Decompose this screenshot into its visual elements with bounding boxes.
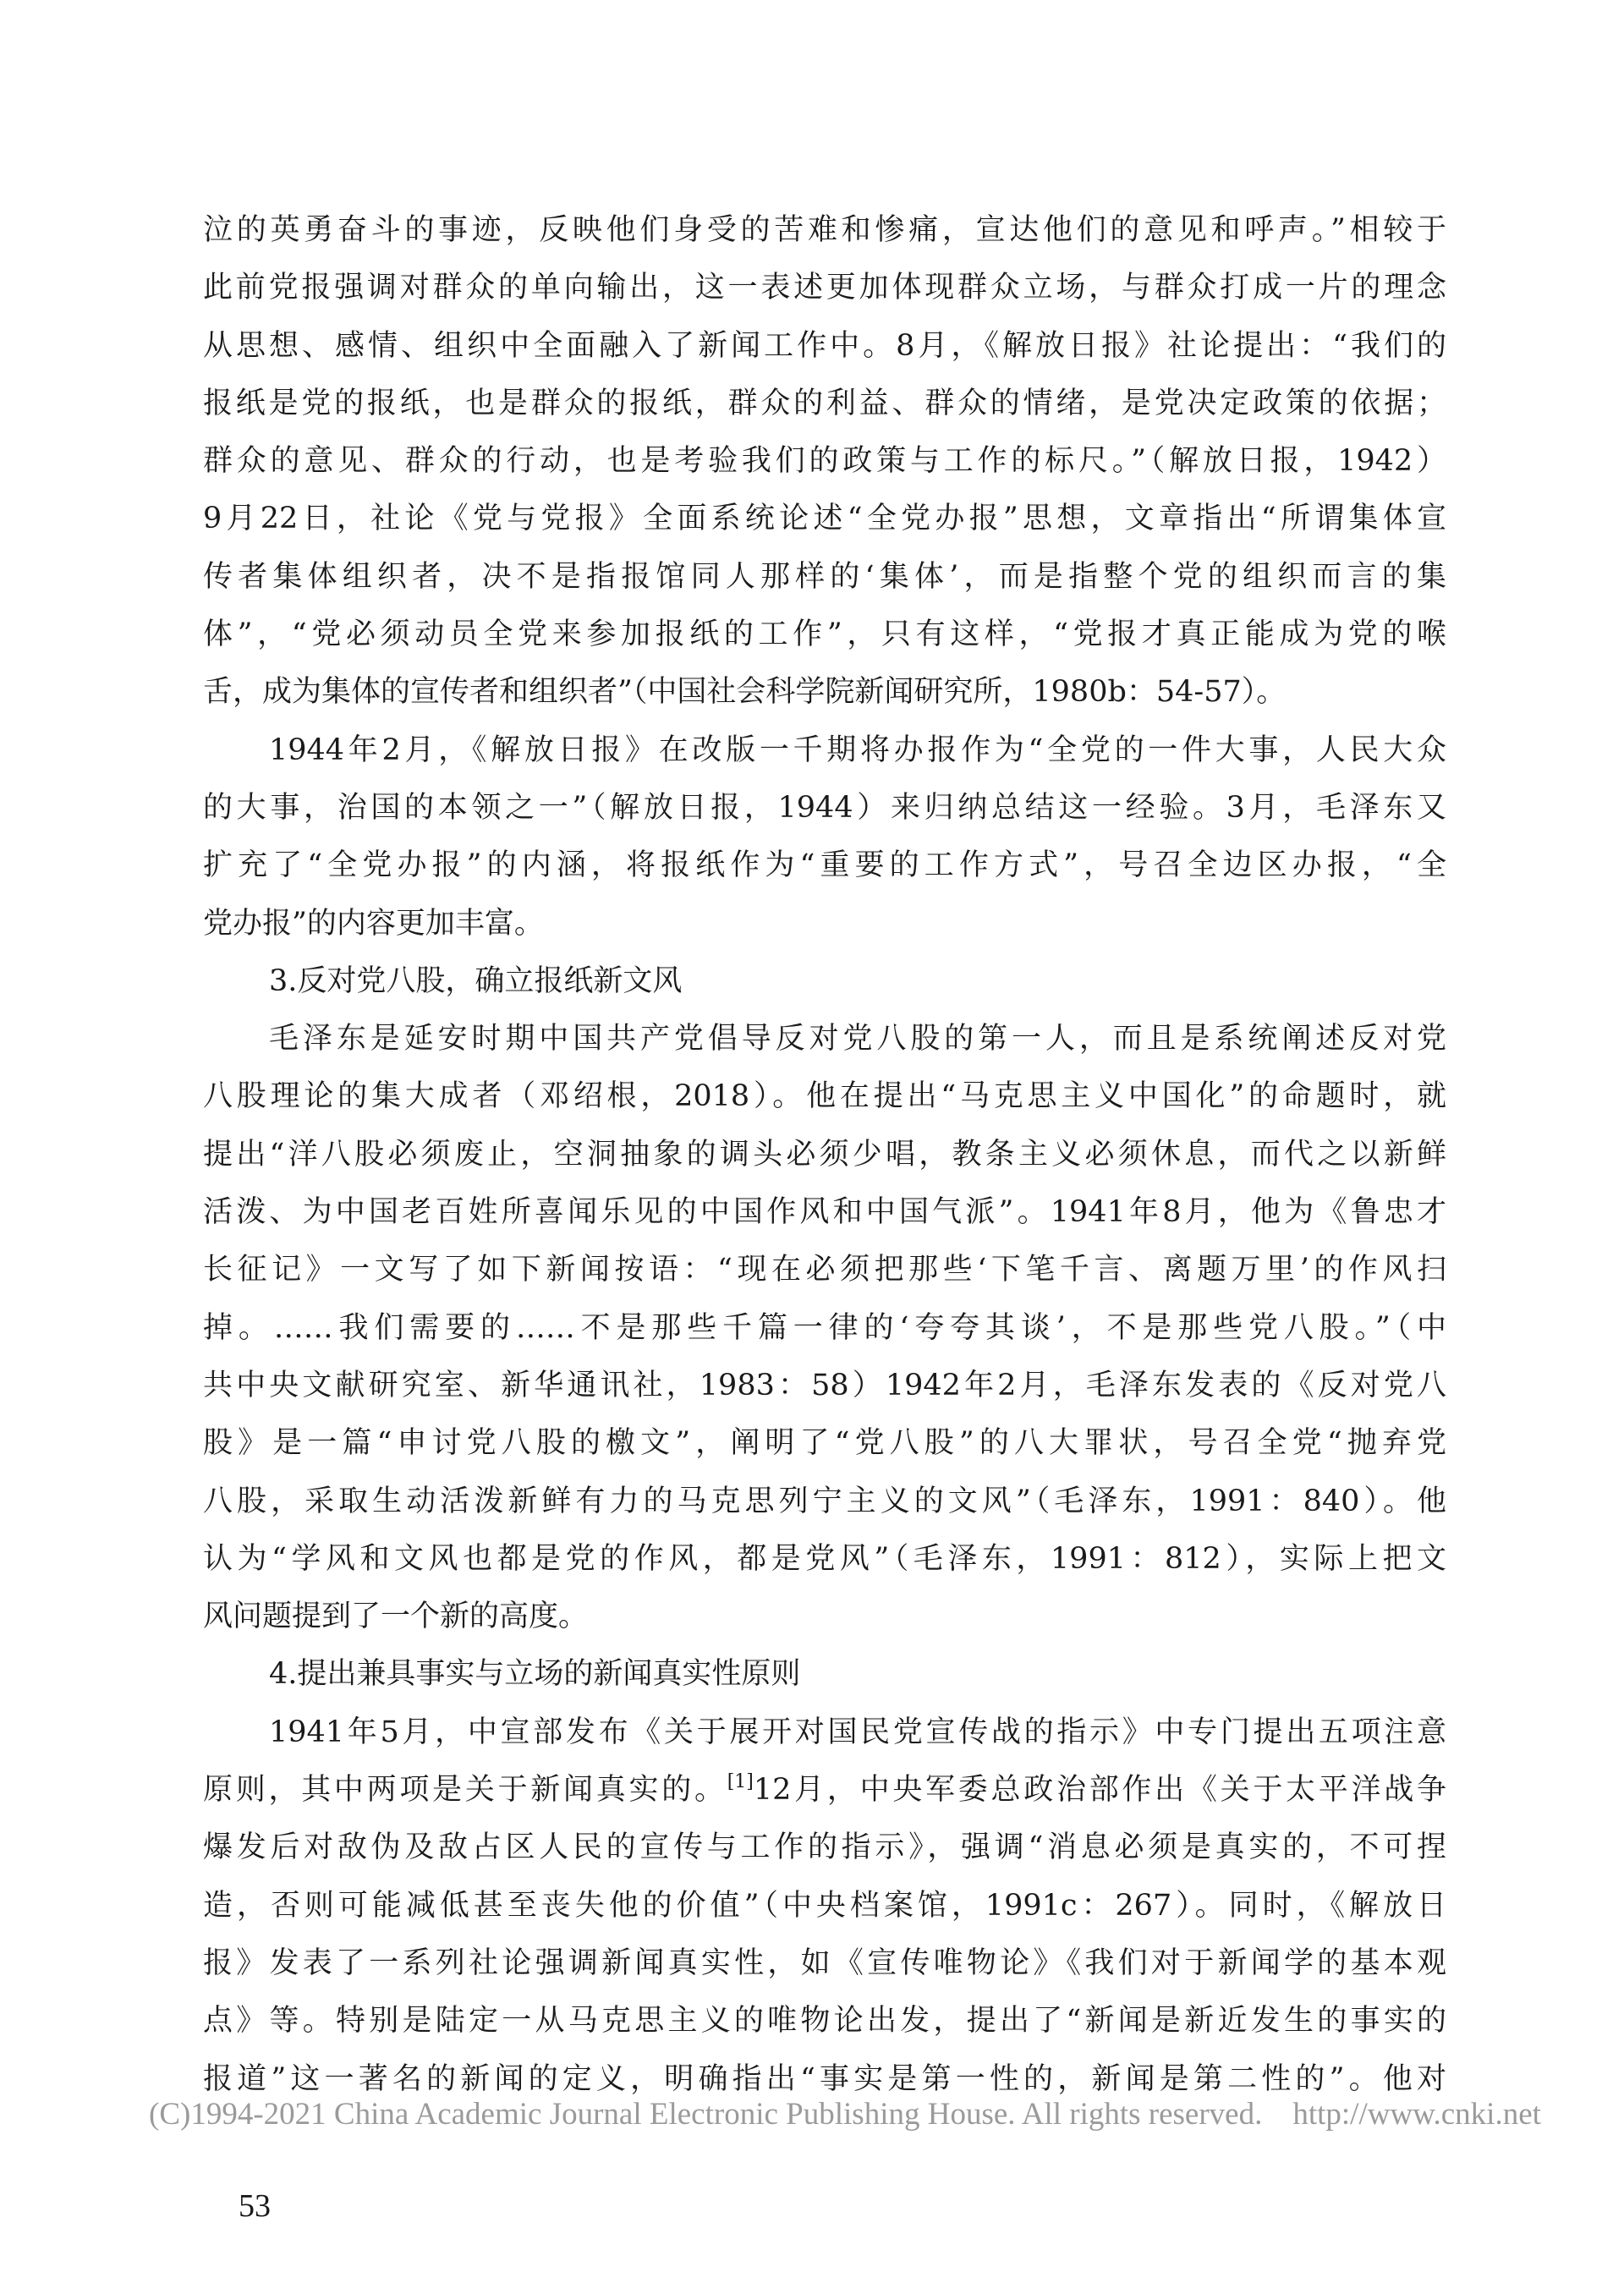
- text-line: 爆发后对敌伪及敌占区人民的宣传与工作的指示》，强调“消息必须是真实的，不可捏: [203, 1830, 1446, 1865]
- text-line: 掉。……我们需要的……不是那些千篇一律的‘夸夸其谈’，不是那些党八股。”（中: [203, 1310, 1446, 1345]
- text-segment: 12月，中央军委总政治部作出《关于太平洋战争: [753, 1773, 1446, 1808]
- text-line: 9月22日，社论《党与党报》全面系统论述“全党办报”思想，文章指出“所谓集体宣: [203, 502, 1446, 536]
- text-line: 扩充了“全党办报”的内涵，将报纸作为“重要的工作方式”，号召全边区办报，“全: [203, 848, 1446, 883]
- text-line: 活泼、为中国老百姓所喜闻乐见的中国作风和中国气派”。1941年8月，他为《鲁忠才: [203, 1195, 1446, 1230]
- article-body: [203, 201, 1446, 2108]
- footer-url[interactable]: http://www.cnki.net: [1292, 2097, 1541, 2132]
- text-line: [203, 1761, 1446, 1819]
- footnote-ref[interactable]: [1]: [727, 1771, 754, 1793]
- text-line: 毛泽东是延安时期中国共产党倡导反对党八股的第一人，而且是系统阐述反对党: [269, 1022, 1446, 1056]
- text-line: 泣的英勇奋斗的事迹，反映他们身受的苦难和惨痛，宣达他们的意见和呼声。”相较于: [203, 213, 1446, 247]
- text-line: 八股，采取生动活泼新鲜有力的马克思列宁主义的文风”（毛泽东，1991：840）。他: [203, 1484, 1446, 1518]
- text-line: 八股理论的集大成者（邓绍根，2018）。他在提出“马克思主义中国化”的命题时，就: [203, 1079, 1446, 1114]
- text-line: 从思想、感情、组织中全面融入了新闻工作中。8月，《解放日报》社论提出：“我们的: [203, 328, 1446, 363]
- text-line: 此前党报强调对群众的单向输出，这一表述更加体现群众立场，与群众打成一片的理念: [203, 271, 1446, 305]
- section-heading: 4.提出兼具事实与立场的新闻真实性原则: [269, 1657, 801, 1692]
- text-line: 共中央文献研究室、新华通讯社，1983：58）1942年2月，毛泽东发表的《反对党八: [203, 1368, 1446, 1402]
- copyright-footer: [149, 2096, 1624, 2132]
- text-line: 报道”这一著名的新闻的定义，明确指出“事实是第一性的，新闻是第二性的”。他对: [203, 2061, 1446, 2096]
- copyright-text: (C)1994-2021 China Academic Journal Electronic Publishing House. All rights reserved.: [149, 2097, 1263, 2132]
- text-segment: 原则，其中两项是关于新闻真实的。: [203, 1773, 727, 1808]
- text-line: 点》等。特别是陆定一从马克思主义的唯物论出发，提出了“新闻是新近发生的事实的: [203, 2004, 1446, 2039]
- text-line: 体”，“党必须动员全党来参加报纸的工作”，只有这样，“党报才真正能成为党的喉: [203, 617, 1446, 652]
- text-line: 报》发表了一系列社论强调新闻真实性，如《宣传唯物论》《我们对于新闻学的基本观: [203, 1945, 1446, 1980]
- text-line: 传者集体组织者，决不是指报馆同人那样的‘集体’，而是指整个党的组织而言的集: [203, 559, 1446, 594]
- text-line: 群众的意见、群众的行动，也是考验我们的政策与工作的标尺。”（解放日报，1942）: [203, 444, 1446, 479]
- text-line: 认为“学风和文风也都是党的作风，都是党风”（毛泽东，1991：812），实际上把文: [203, 1541, 1446, 1576]
- text-line: 报纸是党的报纸，也是群众的报纸，群众的利益、群众的情绪，是党决定政策的依据；: [203, 386, 1446, 420]
- text-line: 造，否则可能减低甚至丧失他的价值”（中央档案馆，1991c：267）。同时，《解放日: [203, 1888, 1446, 1923]
- page-number: 53: [239, 2188, 271, 2224]
- text-line: 党办报”的内容更加丰富。: [203, 906, 544, 941]
- section-heading: 3.反对党八股，确立报纸新文风: [269, 963, 683, 998]
- text-line: 1944年2月，《解放日报》在改版一千期将办报作为“全党的一件大事，人民大众: [269, 733, 1446, 767]
- text-line: 股》是一篇“申讨党八股的檄文”，阐明了“党八股”的八大罪状，号召全党“抛弃党: [203, 1426, 1446, 1461]
- text-line: 的大事，治国的本领之一”（解放日报，1944）来归纳总结这一经验。3月，毛泽东又: [203, 790, 1446, 825]
- text-line: 提出“洋八股必须废止，空洞抽象的调头必须少唱，教条主义必须休息，而代之以新鲜: [203, 1137, 1446, 1172]
- text-line: 长征记》一文写了如下新闻按语：“现在必须把那些‘下笔千言、离题万里’的作风扫: [203, 1253, 1446, 1287]
- text-line: 1941年5月，中宣部发布《关于展开对国民党宣传战的指示》中专门提出五项注意: [269, 1715, 1446, 1749]
- text-line: 舌，成为集体的宣传者和组织者”（中国社会科学院新闻研究所，1980b：54-57）。: [203, 675, 1287, 710]
- text-line: 风问题提到了一个新的高度。: [203, 1600, 589, 1634]
